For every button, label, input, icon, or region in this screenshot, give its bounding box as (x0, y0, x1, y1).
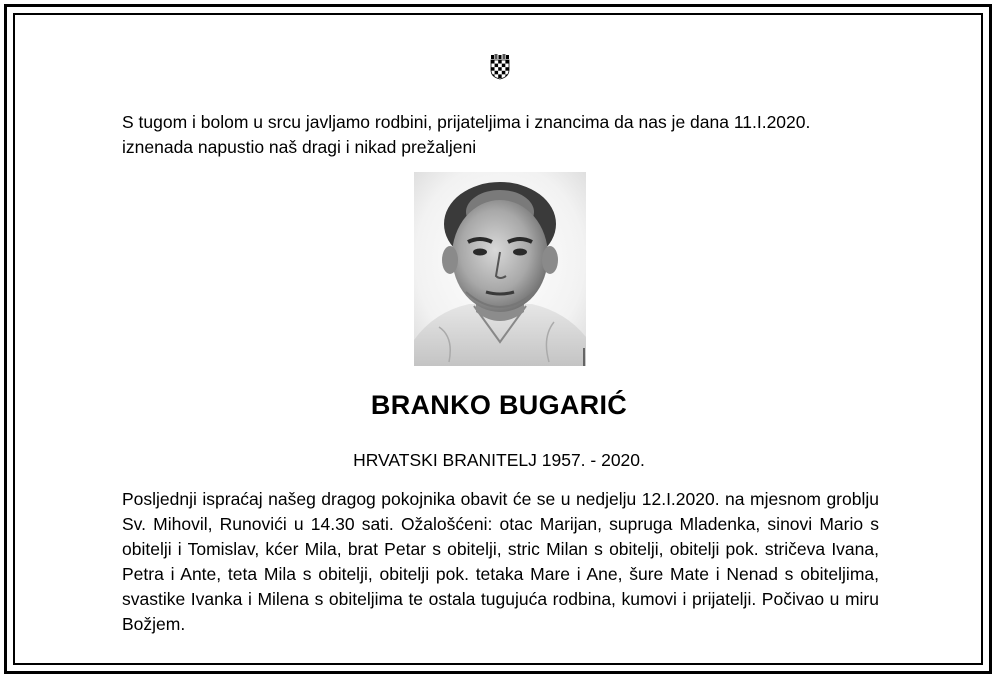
coat-square (505, 78, 509, 80)
intro-line-1: S tugom i bolom u srcu javljamo rodbini, prijateljima i znancima da nas je dana 11.I.2020. (122, 112, 811, 132)
coat-square (502, 67, 506, 71)
coat-square (498, 67, 502, 71)
coat-square (491, 60, 495, 64)
subtitle-veteran-years: HRVATSKI BRANITELJ 1957. - 2020. (353, 450, 645, 470)
portrait-photo (414, 172, 586, 366)
coat-square (498, 71, 502, 75)
coat-square (495, 60, 499, 64)
coat-square (502, 60, 506, 64)
coat-square (505, 64, 509, 68)
deceased-name: BRANKO BUGARIĆ (370, 390, 628, 420)
coat-square (495, 67, 499, 71)
coat-square (502, 64, 506, 68)
coat-square (505, 67, 509, 71)
coat-square (502, 71, 506, 75)
coat-square (491, 64, 495, 68)
intro-line-2: iznenada napustio naš dragi i nikad prežaljeni (122, 137, 477, 157)
intro-text (122, 110, 882, 160)
coat-square (498, 60, 502, 64)
coat-square (498, 74, 502, 78)
funeral-details-text: Posljednji ispraćaj našeg dragog pokojnika obavit će se u nedjelju 12.I.2020. na mjesnom groblju Sv. Mihovil, Runovići u 14.30 sati. Ožalošćeni: otac Marijan, supruga Mladenka, sinovi Mario s obitelji i Tomislav, kćer Mila, brat Petar s obitelji, stric Milan s obitelji, obitelji pok. stričeva Ivana, Petra i Ante, teta Mila s obitelji, obitelji pok. tetaka Mare i Ane, šure Mate i Nenad s obiteljima, svastike Ivanka i Milena s obiteljima te ostala tugujuća rodbina, kumovi i prijatelji. Počivao u miru Božjem. (122, 489, 879, 634)
coat-square (491, 67, 495, 71)
croatian-coat-of-arms-icon (490, 54, 510, 80)
coat-square (498, 64, 502, 68)
coat-square (495, 71, 499, 75)
coat-square (495, 64, 499, 68)
coat-square (491, 78, 495, 80)
coat-square (505, 60, 509, 64)
